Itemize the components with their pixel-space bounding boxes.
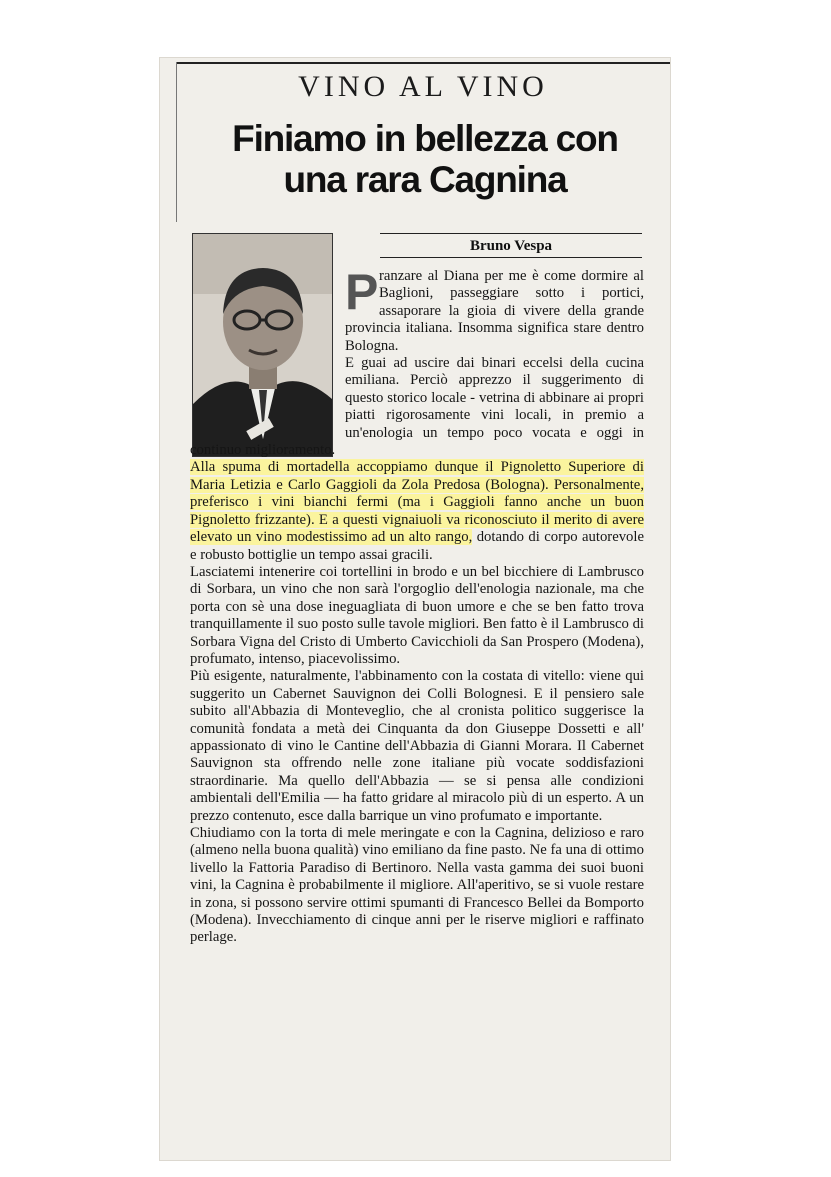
paragraph-3-rest: dotando di corpo autorevole e robusto bottiglie un tempo assai gracili.: [190, 529, 645, 563]
paragraph-1: ranzare al Diana per me è come dormire al Baglioni, passeggiare sotto i portici, assaporare la gioia di vivere della grande provincia italiana. Insomma significa stare dentro Bologna.: [345, 268, 644, 354]
paragraph-5: Più esigente, naturalmente, l'abbinamento con la costata di vitello: viene qui suggerito un Cabernet Sauvignon dei Colli Bolognesi. E il pensiero sale subito all'Abbazia di Monteveglio, che al cronista politico suggerisce la comunità fondata a metà dei Cinquanta da don Giuseppe Dossetti e all' appassionato di vino le Cantine dell'Abbazia di Gianni Morara. Il Cabernet Sauvignon sta offrendo nelle zone italiane più vocate soddisfazioni straordinarie. Ma quello dell'Abbazia — se si pensa alle condizioni ambientali dell'Emilia — ha fatto gridare al miracolo più di un esperto. A un prezzo contenuto, esce dalla barrique un vino profumato e importante.: [190, 668, 644, 824]
drop-cap: P: [345, 264, 379, 320]
byline-rule-bottom: [380, 257, 642, 258]
paragraph-4: Lasciatemi intenerire coi tortellini in brodo e un bel bicchiere di Lambrusco di Sorbara, un vino che non sarà l'orgoglio dell'enologia nazionale, ma che porta con sè una dose ineguagliata di buon umore e che se ben fatto trova tranquillamente il suo posto sulle tavole migliori. Ben fatto è il Lambrusco di Sorbara Vigna del Cristo di Umberto Cavicchioli da San Prospero (Modena), profumato, intenso, piacevolissimo.: [190, 563, 645, 667]
paragraph-3: [190, 459, 644, 563]
headline: Finiamo in bellezza con una rara Cagnina: [232, 118, 618, 200]
highlighted-passage: Alla spuma di mortadella accoppiamo dunque il Pignoletto Superiore di Maria Letizia e Carlo Gaggioli da Zola Predosa (Bologna). Personalmente, preferisco i vini bianchi fermi (ma i Gaggioli fanno anche un buon Pignoletto frizzante). E a questi vignaiuoli va riconosciuto il merito di avere elevato un vino modestissimo ad un alto rango,: [190, 459, 644, 546]
photo-wrap-spacer: [190, 268, 345, 430]
column-rubric: VINO AL VINO: [298, 70, 548, 103]
top-rule: [176, 62, 670, 64]
article-body: [190, 264, 645, 947]
paragraph-6: Chiudiamo con la torta di mele meringate e con la Cagnina, delizioso e raro (almeno nella buona qualità) vino emiliano da fine pasto. Ne fa una di ottimo livello la Fattoria Paradiso di Bertinoro. Nella vasta gamma dei suoi buoni vini, la Cagnina è probabilmente il migliore. All'aperitivo, se si vuole restare in zona, si possono servire ottimi spumanti di Francesco Bellei da Bomporto (Modena). Invecchiamento di cinque anni per le riserve migliori e raffinato perlage.: [190, 825, 644, 946]
byline: Bruno Vespa: [469, 238, 553, 254]
byline-rule-top: [380, 233, 642, 234]
paragraph-2: E guai ad uscire dai binari eccelsi della cucina emiliana. Perciò apprezzo il suggerimento di questo storico locale - vetrina di abbinare ai propri piatti rigorosamente vini locali, in premio a un'enologia un tempo poco vocata e oggi in continuo miglioramento.: [190, 355, 644, 459]
